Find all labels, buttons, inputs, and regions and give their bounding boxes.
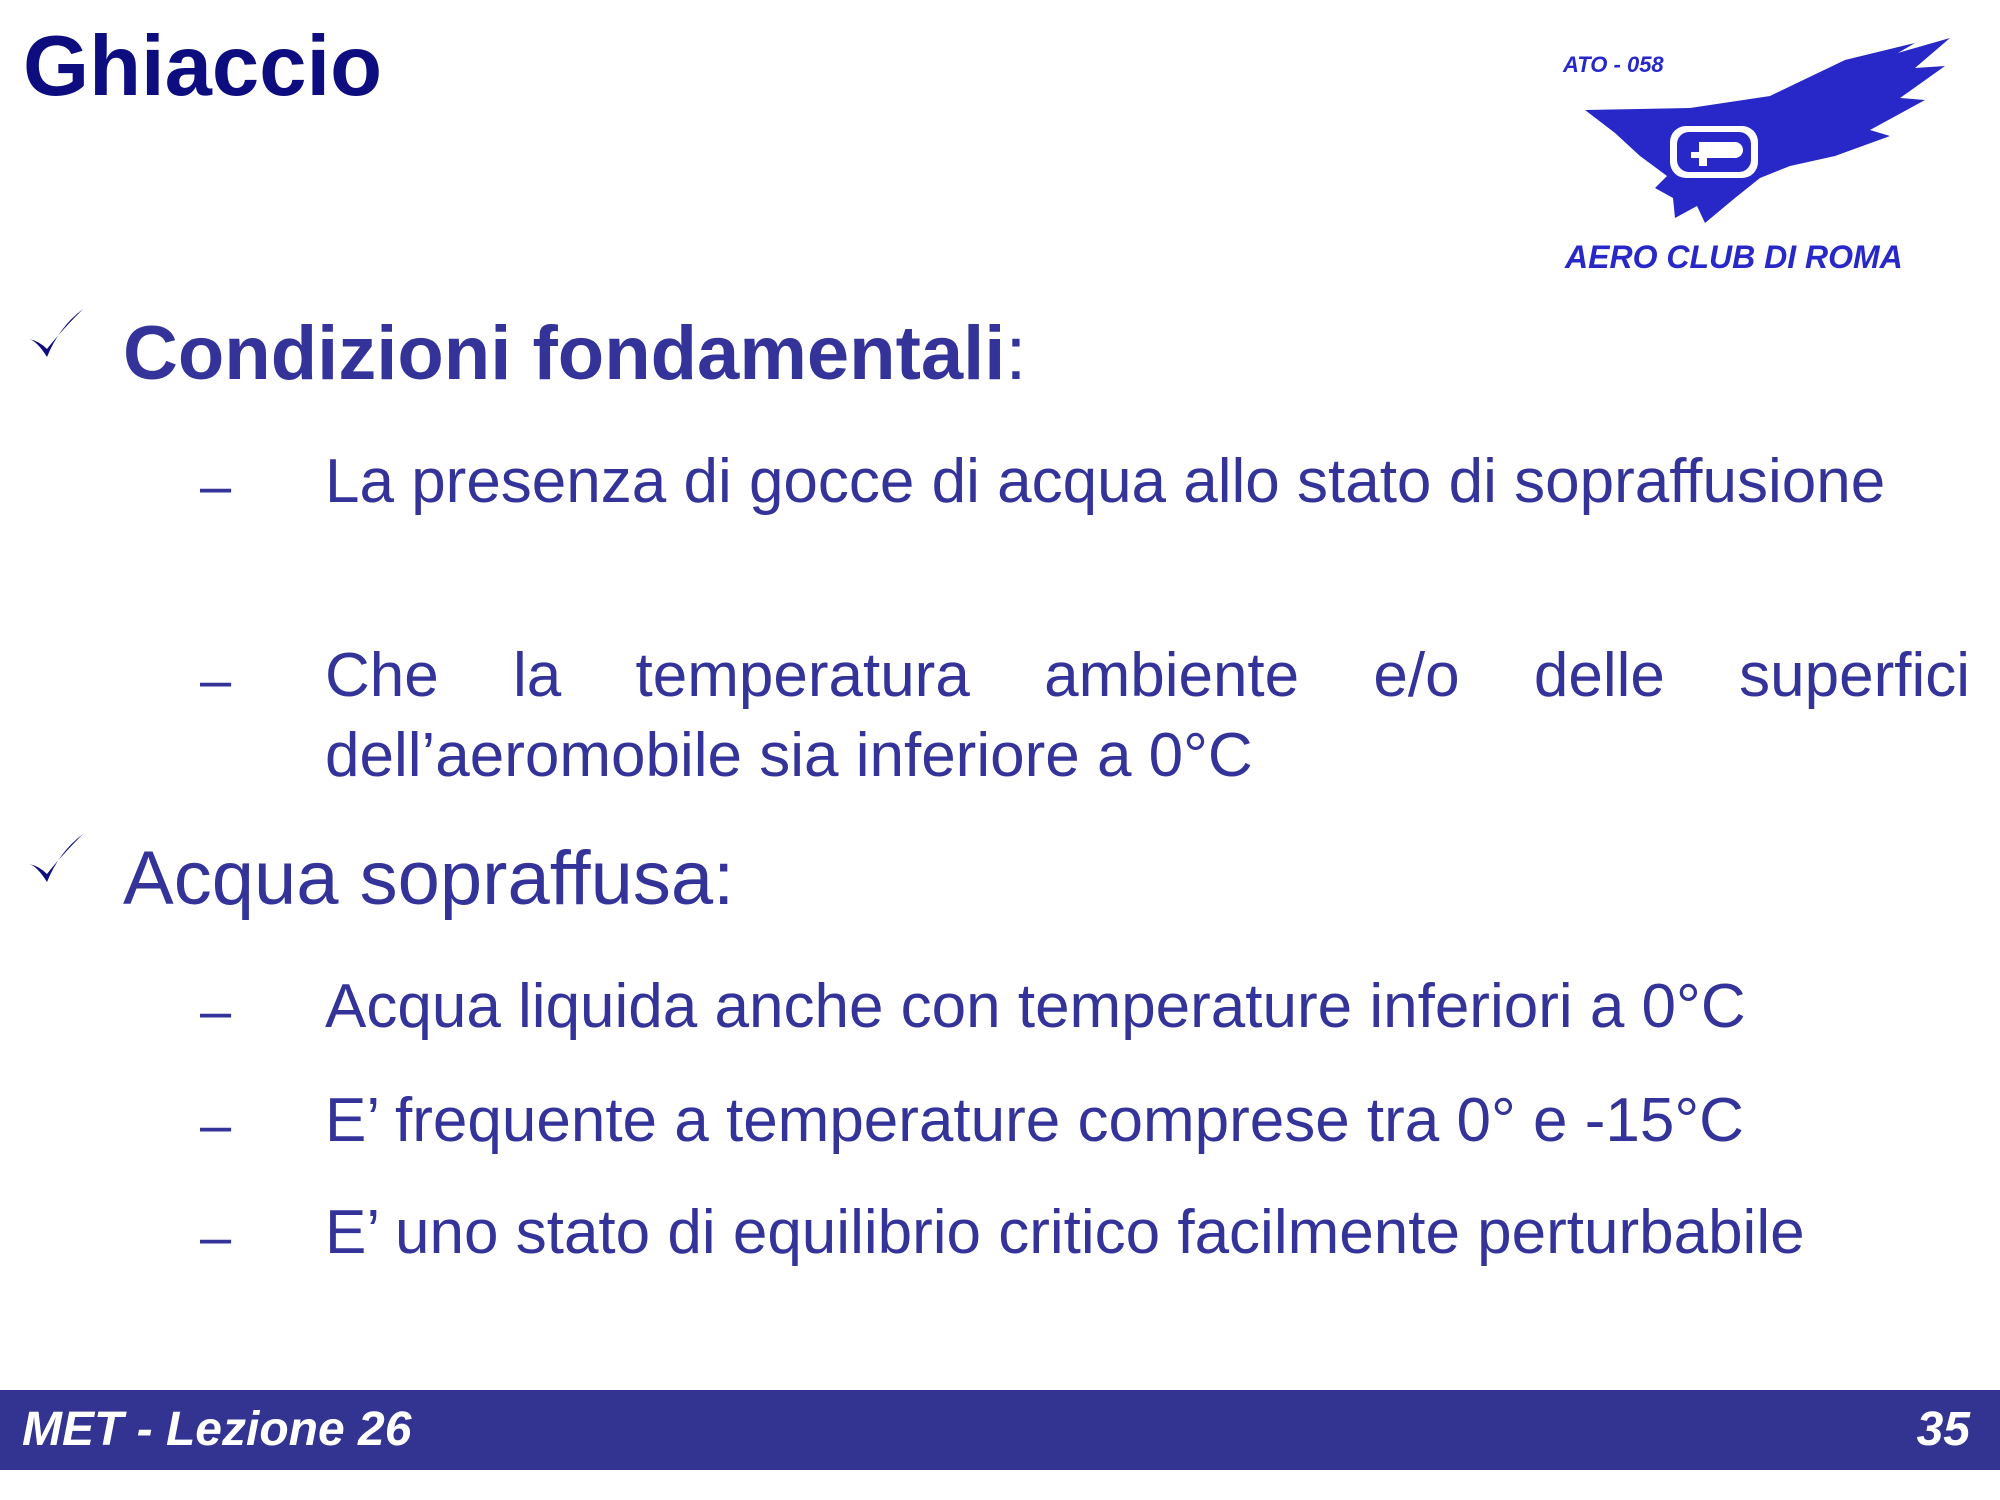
eagle-logo-icon [1555, 38, 1970, 278]
logo-top-text: ATO - 058 [1563, 52, 1664, 77]
footer-lesson-label: MET - Lezione 26 [22, 1403, 412, 1456]
bullet-heading-supercooled: Acqua sopraffusa: [123, 836, 735, 921]
sub-item-text: E’ uno stato di equilibrio critico facilmente perturbabile [325, 1198, 1805, 1267]
dash-marker: – [200, 979, 232, 1042]
logo-bottom-text: AERO CLUB DI ROMA [1565, 239, 1903, 275]
bullet-heading-bold: Condizioni fondamentali [123, 311, 1006, 396]
slide-title: Ghiaccio [23, 19, 383, 114]
bullet-heading-conditions [123, 310, 1027, 397]
checkmark-icon [25, 830, 87, 892]
dash-marker: – [200, 454, 232, 517]
sub-item-text: La presenza di gocce di acqua allo stato di sopraffusione [325, 447, 1886, 516]
dash-marker: – [200, 648, 232, 711]
dash-marker: – [200, 1093, 232, 1156]
sub-item-text: E’ frequente a temperature comprese tra 0° e -15°C [325, 1086, 1744, 1155]
aero-club-logo [1555, 38, 1970, 278]
slide-footer [0, 1390, 2000, 1470]
checkmark-icon [25, 305, 87, 367]
bullet-heading-suffix: : [1005, 311, 1027, 396]
slide-number: 35 [1916, 1403, 1970, 1456]
dash-marker: – [200, 1205, 232, 1268]
sub-item-text: Che la temperatura ambiente e/o delle superfici dell’aeromobile sia inferiore a 0°C [325, 641, 1970, 790]
sub-item-text: Acqua liquida anche con temperature inferiori a 0°C [325, 972, 1746, 1041]
